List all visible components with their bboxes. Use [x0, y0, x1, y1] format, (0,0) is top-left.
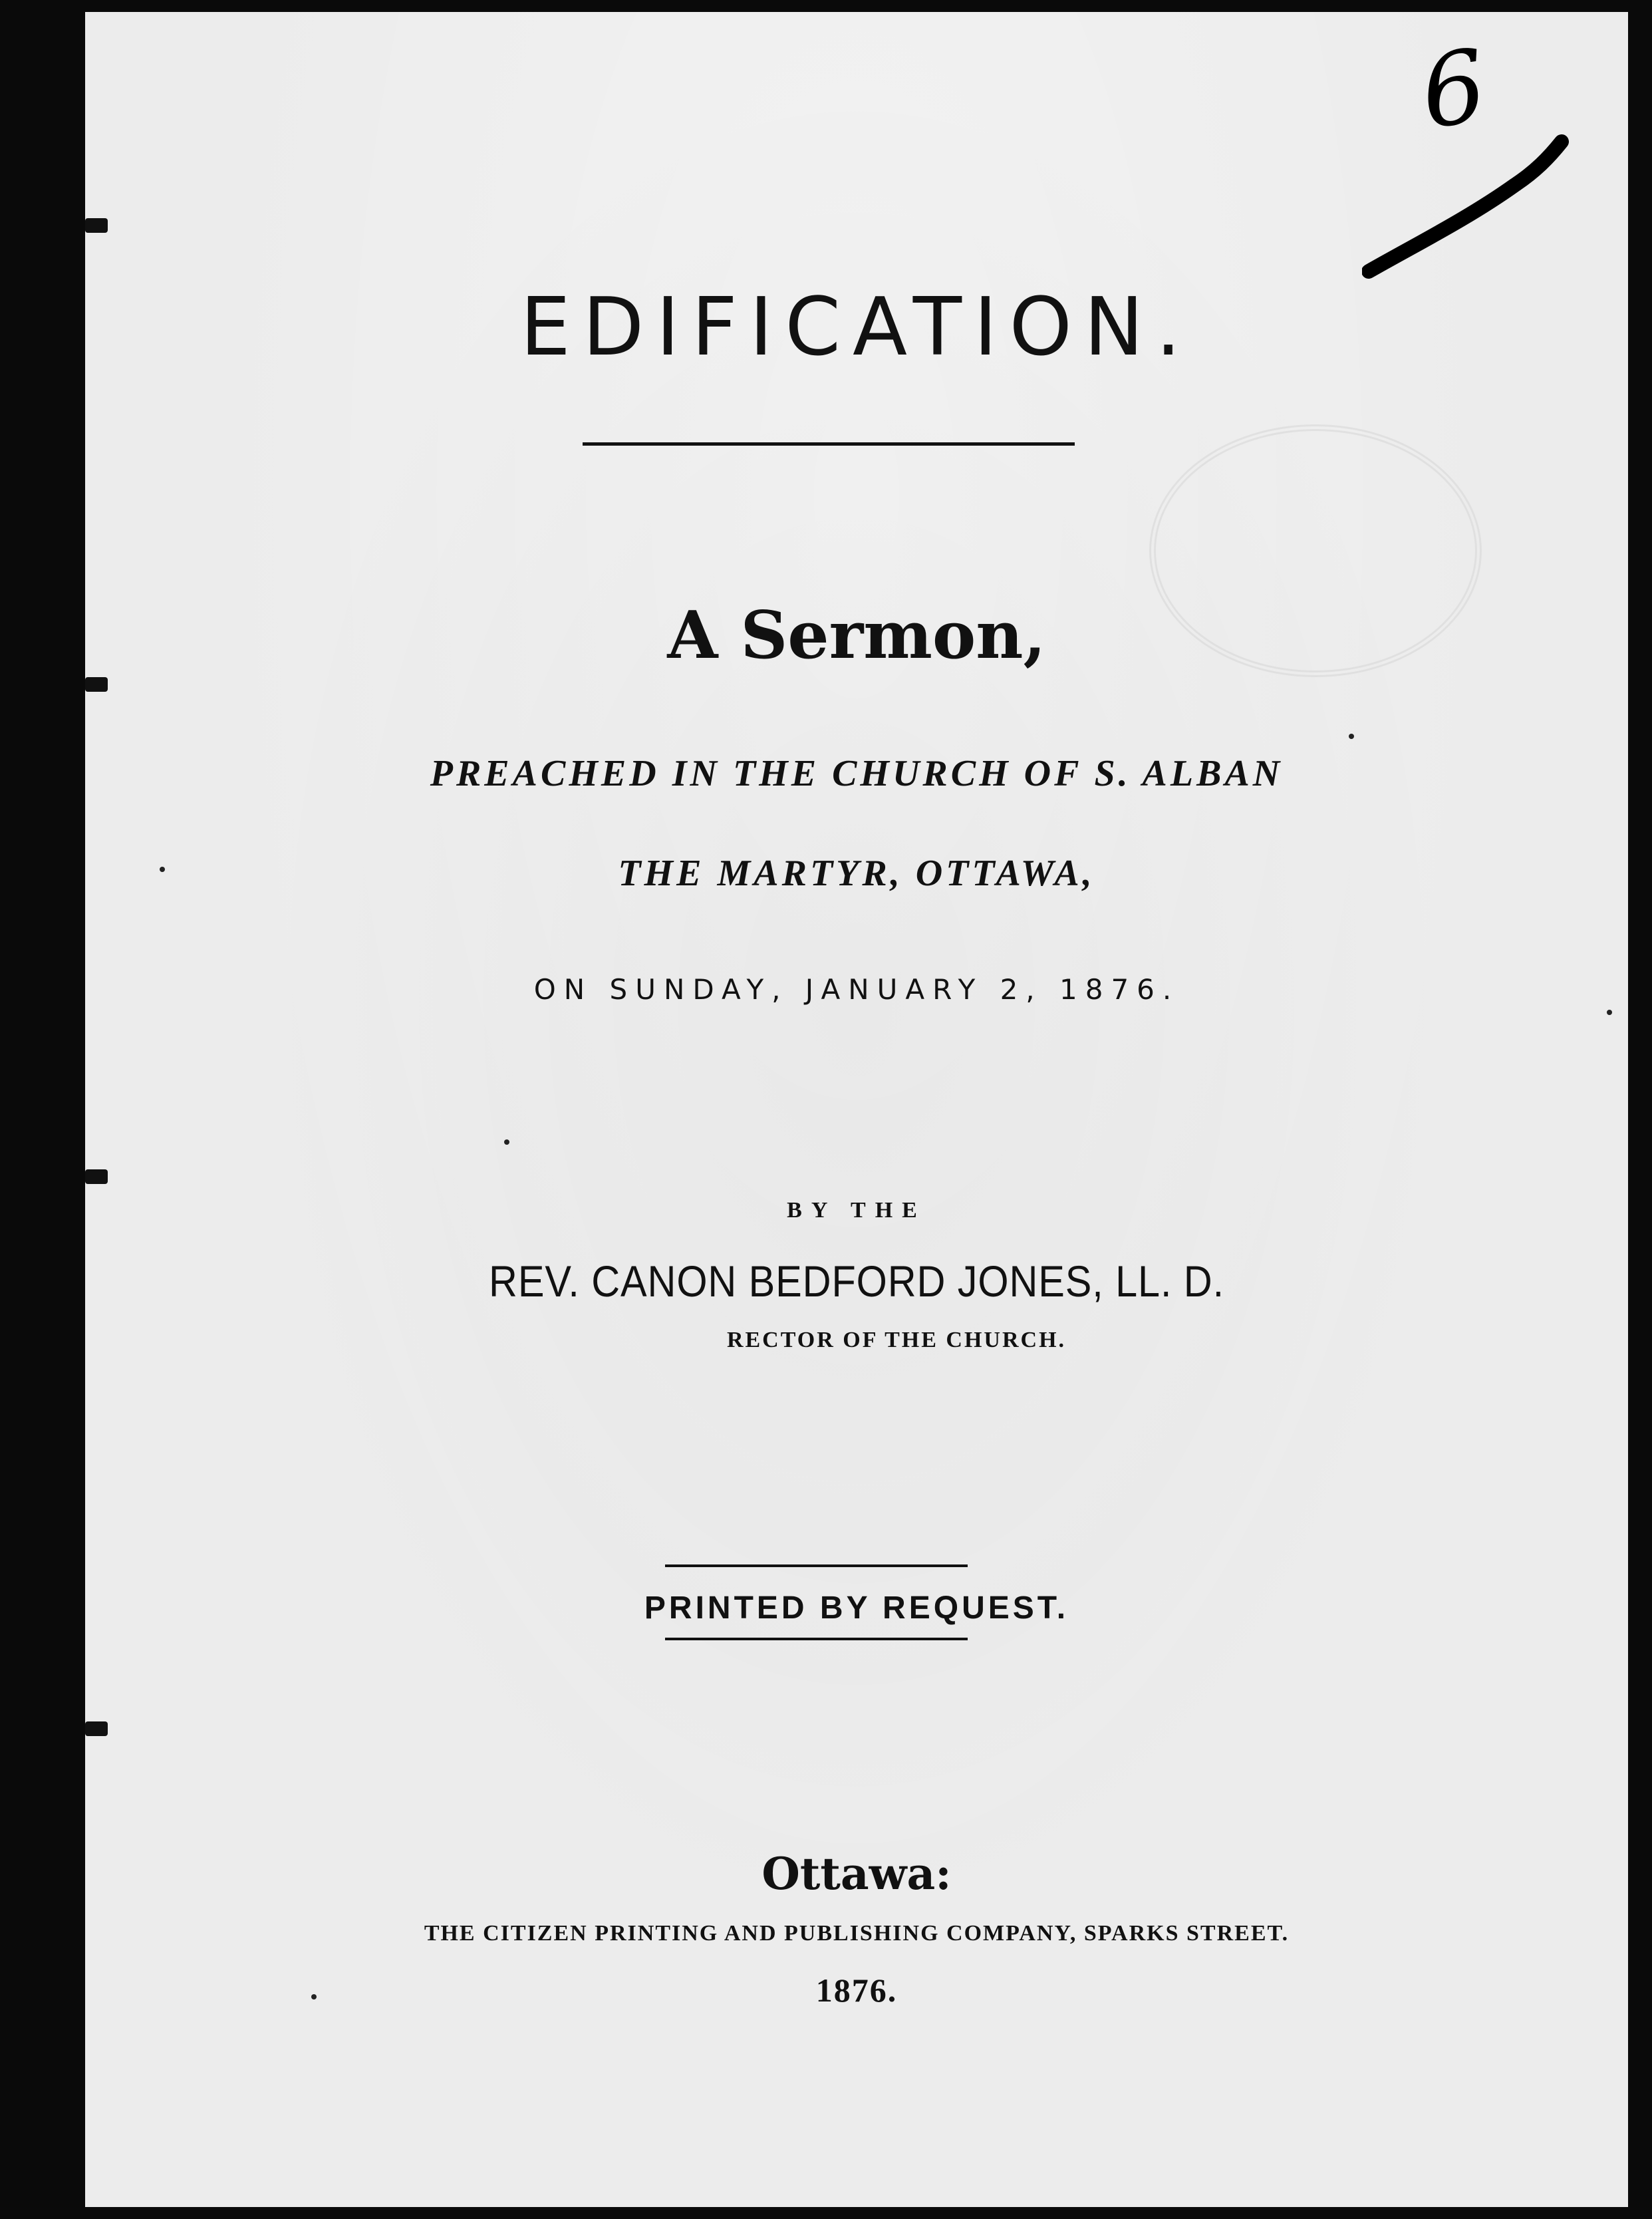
- imprint-publisher: THE CITIZEN PRINTING AND PUBLISHING COMPANY, SPARKS STREET.: [424, 1921, 1290, 1946]
- scan-speck: [1607, 1010, 1612, 1015]
- printed-rule-top: [665, 1564, 968, 1567]
- pen-stroke: [1362, 132, 1575, 305]
- author-role: RECTOR OF THE CHURCH.: [726, 1328, 1067, 1352]
- binding-mark: [85, 218, 108, 233]
- preached-location: [85, 724, 1628, 923]
- title-rule: [583, 442, 1075, 446]
- by-the-label: BY THE: [787, 1198, 926, 1223]
- scan-speck: [1349, 734, 1354, 739]
- binding-mark: [85, 1721, 108, 1736]
- printed-rule-bottom: [665, 1638, 968, 1640]
- scan-speck: [160, 867, 165, 872]
- scan-speck: [311, 1994, 317, 1999]
- binding-mark: [85, 677, 108, 692]
- preached-line-2: THE MARTYR, OTTAWA,: [618, 853, 1095, 894]
- handwritten-page-number: 6: [1414, 28, 1494, 152]
- printed-by-request: PRINTED BY REQUEST.: [644, 1590, 1069, 1626]
- subtitle: A Sermon,: [667, 597, 1046, 674]
- page-title: EDIFICATION.: [520, 281, 1193, 374]
- imprint-year: 1876.: [815, 1972, 898, 2009]
- preached-line-1: PREACHED IN THE CHURCH OF S. ALBAN: [430, 753, 1284, 794]
- sermon-date: ON SUNDAY, JANUARY 2, 1876.: [533, 973, 1180, 1006]
- binding-mark: [85, 1169, 108, 1184]
- title-page: [85, 12, 1628, 2207]
- imprint-place: Ottawa:: [761, 1848, 952, 1900]
- scan-speck: [504, 1139, 509, 1145]
- author-name: REV. CANON BEDFORD JONES, LL. D.: [489, 1257, 1224, 1306]
